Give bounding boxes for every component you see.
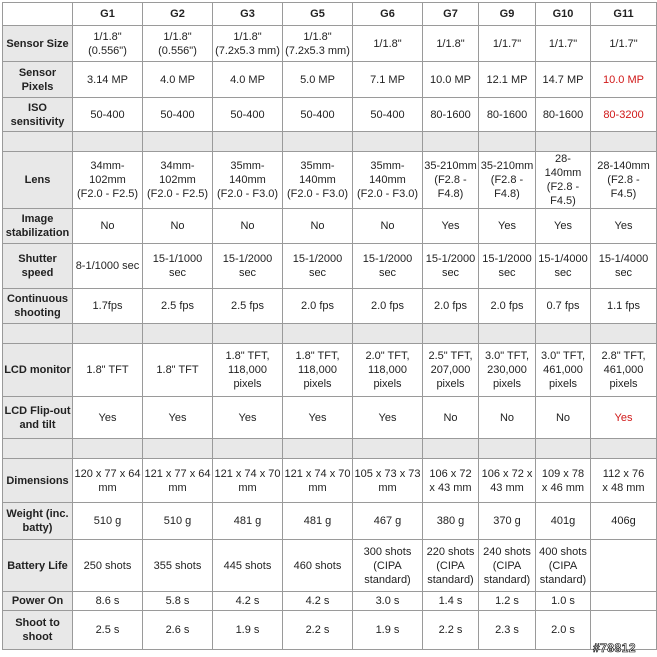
table-cell: 4.2 s — [213, 592, 283, 611]
table-cell: 50-400 — [143, 98, 213, 132]
header-row — [3, 3, 657, 26]
spacer-cell — [213, 324, 283, 344]
table-cell: 15-1/2000 sec — [213, 244, 283, 289]
spacer-cell — [283, 324, 353, 344]
table-cell: 35mm-140mm (F2.0 - F3.0) — [353, 152, 423, 209]
table-cell: 120 x 77 x 64 mm — [73, 459, 143, 503]
row-label: Battery Life — [3, 540, 73, 592]
table-cell: 2.0 fps — [479, 289, 536, 324]
row-label: Shutter speed — [3, 244, 73, 289]
spacer-cell — [283, 132, 353, 152]
spacer-cell — [423, 132, 479, 152]
table-cell: 1.0 s — [536, 592, 591, 611]
table-cell: 1/1.8" (0.556") — [143, 26, 213, 62]
table-cell: 510 g — [143, 503, 213, 540]
table-row — [3, 397, 657, 439]
table-cell: 121 x 74 x 70 mm — [283, 459, 353, 503]
table-cell: 4.0 MP — [143, 62, 213, 98]
spacer-cell — [353, 324, 423, 344]
column-header: G6 — [353, 3, 423, 26]
row-label: Shoot to shoot — [3, 611, 73, 650]
spacer-row — [3, 439, 657, 459]
table-cell: 2.5 s — [73, 611, 143, 650]
table-cell: 10.0 MP — [591, 62, 657, 98]
table-cell: 1.1 fps — [591, 289, 657, 324]
spacer-cell — [73, 132, 143, 152]
table-cell: 121 x 77 x 64 mm — [143, 459, 213, 503]
spacer-row — [3, 132, 657, 152]
row-label: LCD monitor — [3, 344, 73, 397]
row-label: Sensor Size — [3, 26, 73, 62]
spacer-cell — [591, 324, 657, 344]
column-header: G3 — [213, 3, 283, 26]
table-cell: 2.5 fps — [213, 289, 283, 324]
table-cell: 370 g — [479, 503, 536, 540]
table-cell: 1.8" TFT, 118,000 pixels — [283, 344, 353, 397]
table-row — [3, 289, 657, 324]
table-cell: Yes — [591, 209, 657, 244]
table-cell: Yes — [213, 397, 283, 439]
table-cell: Yes — [353, 397, 423, 439]
row-label: Continuous shooting — [3, 289, 73, 324]
spacer-cell — [73, 324, 143, 344]
row-label: Weight (inc. batty) — [3, 503, 73, 540]
table-cell: 3.14 MP — [73, 62, 143, 98]
table-cell: No — [73, 209, 143, 244]
table-cell: 15-1/2000 sec — [353, 244, 423, 289]
spacer-cell — [73, 439, 143, 459]
table-cell: 15-1/2000 sec — [283, 244, 353, 289]
table-cell: 401g — [536, 503, 591, 540]
spacer-cell — [536, 324, 591, 344]
table-cell: 1.8" TFT — [143, 344, 213, 397]
table-cell: Yes — [73, 397, 143, 439]
spacer-cell — [423, 324, 479, 344]
table-cell: No — [479, 397, 536, 439]
column-header: G5 — [283, 3, 353, 26]
table-cell: 3.0 s — [353, 592, 423, 611]
camera-spec-table — [2, 2, 657, 650]
column-header: G7 — [423, 3, 479, 26]
table-cell: 0.7 fps — [536, 289, 591, 324]
table-cell: 35mm-140mm (F2.0 - F3.0) — [213, 152, 283, 209]
table-cell: 34mm-102mm (F2.0 - F2.5) — [143, 152, 213, 209]
spacer-cell — [143, 132, 213, 152]
spacer-cell — [536, 132, 591, 152]
row-label: Lens — [3, 152, 73, 209]
table-cell: No — [143, 209, 213, 244]
table-cell: 80-1600 — [423, 98, 479, 132]
table-row — [3, 459, 657, 503]
table-cell — [591, 592, 657, 611]
table-cell: 2.0" TFT, 118,000 pixels — [353, 344, 423, 397]
table-cell: 28-140mm (F2.8 - F4.5) — [536, 152, 591, 209]
table-cell: 1/1.7" — [591, 26, 657, 62]
spacer-cell — [213, 132, 283, 152]
table-cell: 406g — [591, 503, 657, 540]
table-cell: 1.4 s — [423, 592, 479, 611]
table-cell: 3.0" TFT, 230,000 pixels — [479, 344, 536, 397]
table-cell: 300 shots (CIPA standard) — [353, 540, 423, 592]
table-cell: 4.2 s — [283, 592, 353, 611]
spacer-cell — [353, 439, 423, 459]
watermark-tag: #78812 — [592, 641, 636, 655]
table-cell: 1/1.7" — [479, 26, 536, 62]
table-row — [3, 244, 657, 289]
table-cell — [591, 540, 657, 592]
table-cell: 50-400 — [353, 98, 423, 132]
table-cell: No — [423, 397, 479, 439]
table-cell: 355 shots — [143, 540, 213, 592]
column-header: G2 — [143, 3, 213, 26]
table-cell: 8-1/1000 sec — [73, 244, 143, 289]
table-cell: 105 x 73 x 73 mm — [353, 459, 423, 503]
table-cell: 2.0 fps — [283, 289, 353, 324]
table-cell: 106 x 72 x 43 mm — [423, 459, 479, 503]
table-cell: 7.1 MP — [353, 62, 423, 98]
spacer-cell — [283, 439, 353, 459]
row-label: ISO sensitivity — [3, 98, 73, 132]
spacer-cell — [3, 132, 73, 152]
table-cell: 80-1600 — [479, 98, 536, 132]
table-row — [3, 26, 657, 62]
table-cell: 106 x 72 x 43 mm — [479, 459, 536, 503]
table-cell: 1/1.8" (0.556") — [73, 26, 143, 62]
table-cell: No — [353, 209, 423, 244]
table-row — [3, 152, 657, 209]
row-label: Power On — [3, 592, 73, 611]
column-header: G11 — [591, 3, 657, 26]
table-cell: No — [536, 397, 591, 439]
table-cell: 250 shots — [73, 540, 143, 592]
table-cell: 460 shots — [283, 540, 353, 592]
spacer-cell — [479, 439, 536, 459]
table-cell: No — [213, 209, 283, 244]
spacer-cell — [591, 439, 657, 459]
spacer-cell — [423, 439, 479, 459]
table-cell: 400 shots (CIPA standard) — [536, 540, 591, 592]
table-cell: 109 x 78 x 46 mm — [536, 459, 591, 503]
table-cell: Yes — [143, 397, 213, 439]
table-cell: 8.6 s — [73, 592, 143, 611]
table-row — [3, 540, 657, 592]
table-cell: 2.0 fps — [423, 289, 479, 324]
spacer-row — [3, 324, 657, 344]
spacer-cell — [143, 439, 213, 459]
spacer-cell — [479, 324, 536, 344]
column-header: G9 — [479, 3, 536, 26]
table-row — [3, 62, 657, 98]
table-cell: 5.0 MP — [283, 62, 353, 98]
table-cell: 445 shots — [213, 540, 283, 592]
table-cell: 467 g — [353, 503, 423, 540]
spacer-cell — [591, 132, 657, 152]
table-cell: 1/1.8" — [353, 26, 423, 62]
table-row — [3, 611, 657, 650]
spacer-cell — [3, 324, 73, 344]
table-cell: 1.8" TFT — [73, 344, 143, 397]
table-cell: Yes — [591, 397, 657, 439]
table-cell: 1/1.8" (7.2x5.3 mm) — [283, 26, 353, 62]
table-cell: 15-1/2000 sec — [479, 244, 536, 289]
table-row — [3, 592, 657, 611]
row-label: Dimensions — [3, 459, 73, 503]
table-cell: 1.9 s — [353, 611, 423, 650]
spacer-cell — [213, 439, 283, 459]
table-cell: Yes — [479, 209, 536, 244]
table-cell: 35-210mm (F2.8 - F4.8) — [423, 152, 479, 209]
table-cell: Yes — [283, 397, 353, 439]
table-cell: 14.7 MP — [536, 62, 591, 98]
table-cell: 35mm-140mm (F2.0 - F3.0) — [283, 152, 353, 209]
table-cell: 15-1/4000 sec — [591, 244, 657, 289]
spacer-cell — [479, 132, 536, 152]
table-cell: 1.7fps — [73, 289, 143, 324]
spacer-cell — [3, 439, 73, 459]
column-header: G1 — [73, 3, 143, 26]
table-cell: 50-400 — [213, 98, 283, 132]
table-cell: 240 shots (CIPA standard) — [479, 540, 536, 592]
table-cell: 1.2 s — [479, 592, 536, 611]
table-cell: 35-210mm (F2.8 - F4.8) — [479, 152, 536, 209]
table-cell: 481 g — [213, 503, 283, 540]
table-cell: 1.9 s — [213, 611, 283, 650]
table-cell: 121 x 74 x 70 mm — [213, 459, 283, 503]
table-cell: Yes — [536, 209, 591, 244]
table-cell: 510 g — [73, 503, 143, 540]
table-row — [3, 98, 657, 132]
table-cell: 2.5" TFT, 207,000 pixels — [423, 344, 479, 397]
table-cell: 2.8" TFT, 461,000 pixels — [591, 344, 657, 397]
table-cell: 15-1/2000 sec — [423, 244, 479, 289]
table-cell: 2.0 fps — [353, 289, 423, 324]
table-cell: 12.1 MP — [479, 62, 536, 98]
table-cell: No — [283, 209, 353, 244]
table-cell: 1/1.8" (7.2x5.3 mm) — [213, 26, 283, 62]
table-cell: 1/1.7" — [536, 26, 591, 62]
table-cell: 220 shots (CIPA standard) — [423, 540, 479, 592]
table-cell: 2.6 s — [143, 611, 213, 650]
table-cell: 34mm-102mm (F2.0 - F2.5) — [73, 152, 143, 209]
row-label: LCD Flip-out and tilt — [3, 397, 73, 439]
header-corner — [3, 3, 73, 26]
column-header: G10 — [536, 3, 591, 26]
spacer-cell — [353, 132, 423, 152]
table-row — [3, 209, 657, 244]
table-cell: 50-400 — [283, 98, 353, 132]
table-cell: 380 g — [423, 503, 479, 540]
spacer-cell — [143, 324, 213, 344]
table-row — [3, 503, 657, 540]
table-cell: 2.3 s — [479, 611, 536, 650]
table-cell: 80-3200 — [591, 98, 657, 132]
spacer-cell — [536, 439, 591, 459]
table-cell: 5.8 s — [143, 592, 213, 611]
table-cell: 3.0" TFT, 461,000 pixels — [536, 344, 591, 397]
row-label: Image stabilization — [3, 209, 73, 244]
table-cell: 50-400 — [73, 98, 143, 132]
table-cell: 28-140mm (F2.8 - F4.5) — [591, 152, 657, 209]
table-cell: 15-1/1000 sec — [143, 244, 213, 289]
table-cell: 1/1.8" — [423, 26, 479, 62]
table-cell: 2.0 s — [536, 611, 591, 650]
table-cell: 15-1/4000 sec — [536, 244, 591, 289]
table-row — [3, 344, 657, 397]
table-cell: 2.2 s — [423, 611, 479, 650]
table-cell: 4.0 MP — [213, 62, 283, 98]
table-cell: 80-1600 — [536, 98, 591, 132]
table-cell: 481 g — [283, 503, 353, 540]
table-cell: 1.8" TFT, 118,000 pixels — [213, 344, 283, 397]
table-cell: 112 x 76 x 48 mm — [591, 459, 657, 503]
table-cell: 2.2 s — [283, 611, 353, 650]
table-cell: Yes — [423, 209, 479, 244]
table-cell: 10.0 MP — [423, 62, 479, 98]
row-label: Sensor Pixels — [3, 62, 73, 98]
table-cell: 2.5 fps — [143, 289, 213, 324]
